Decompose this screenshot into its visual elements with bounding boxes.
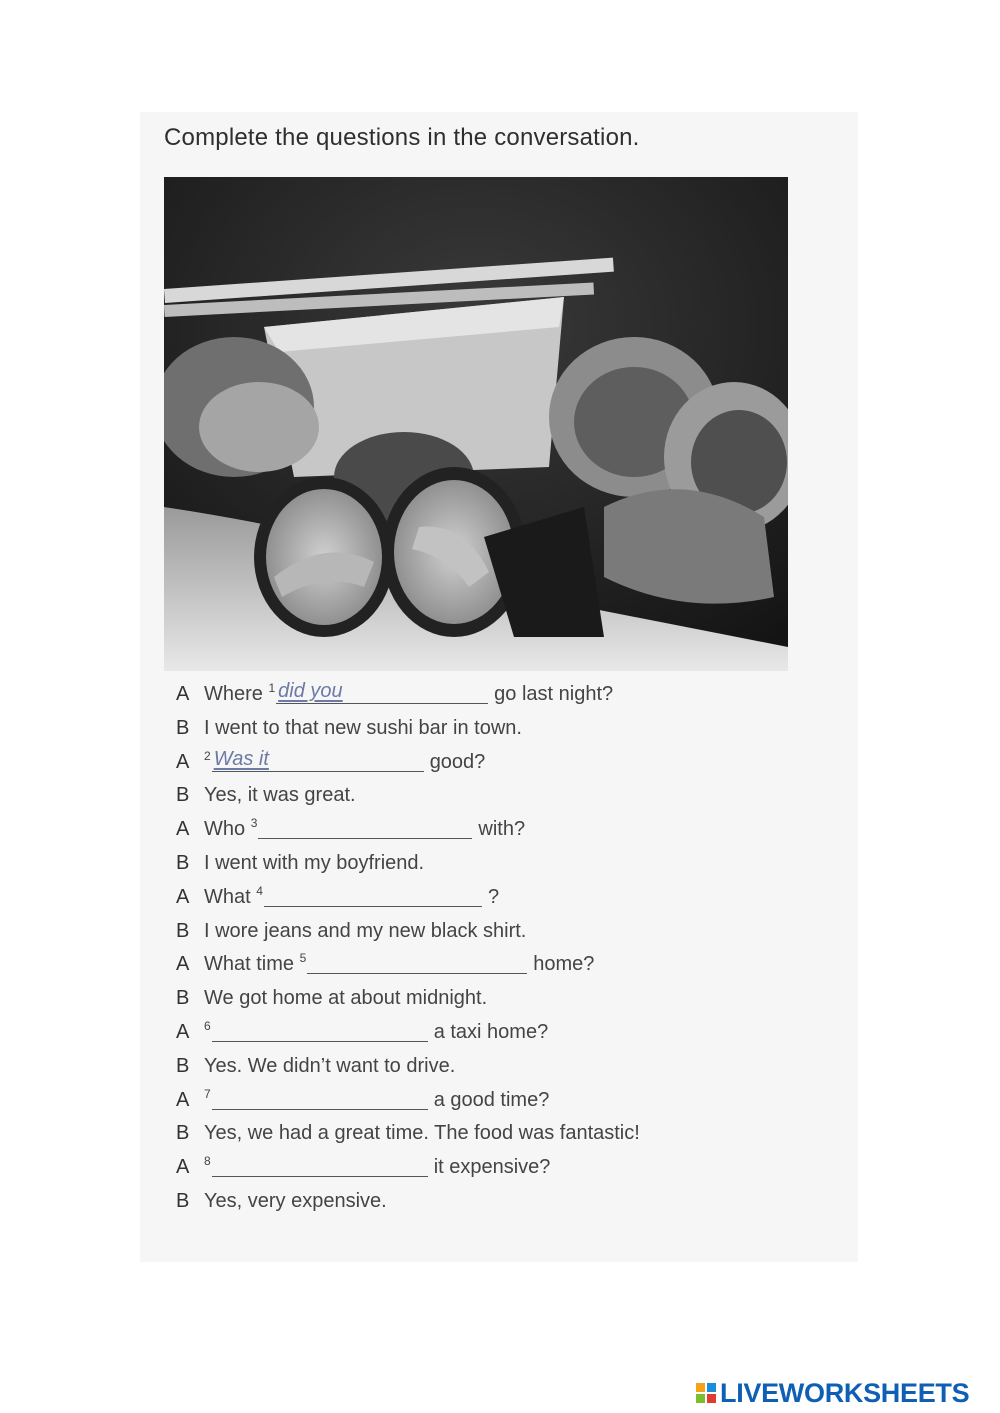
- dialogue-text: good?: [429, 750, 486, 773]
- item-number: 7: [204, 1086, 211, 1101]
- answer-blank[interactable]: [212, 1017, 428, 1042]
- answer-blank[interactable]: [212, 747, 424, 772]
- logo-text: LIVEWORKSHEETS: [720, 1377, 970, 1408]
- answer-blank[interactable]: [307, 949, 527, 974]
- dialogue-text: What time: [204, 953, 300, 976]
- dialogue-text: Where: [204, 683, 269, 705]
- item-number: 3: [250, 816, 258, 831]
- dialogue-text: Yes. We didn’t want to drive.: [204, 1054, 456, 1077]
- dialogue-text: home?: [533, 953, 595, 976]
- item-number: 5: [299, 951, 307, 966]
- speaker-label: B: [176, 1190, 190, 1212]
- item-number: 8: [204, 1154, 211, 1169]
- dialogue-text: Yes, very expensive.: [204, 1190, 387, 1212]
- dialogue-line: [176, 1151, 550, 1183]
- sushi-photo: [164, 177, 788, 671]
- liveworksheets-logo: [696, 1377, 970, 1408]
- dialogue-line: [176, 1050, 455, 1082]
- speaker-label: B: [176, 987, 190, 1010]
- dialogue-text: with?: [478, 818, 526, 841]
- dialogue-text: ?: [487, 885, 500, 908]
- dialogue-line: [176, 813, 525, 845]
- dialogue-text: a good time?: [433, 1088, 550, 1111]
- item-number: 1: [268, 681, 276, 695]
- dialogue-text: I wore jeans and my new black shirt.: [204, 919, 527, 942]
- dialogue-text: Who: [204, 818, 251, 841]
- item-number: 4: [256, 883, 263, 898]
- dialogue-line: [176, 1016, 548, 1048]
- speaker-label: A: [176, 885, 190, 908]
- speaker-label: B: [176, 1122, 190, 1145]
- dialogue-text: Yes, it was great.: [204, 784, 356, 807]
- instruction-heading: Complete the questions in the conversation.: [164, 124, 640, 151]
- dialogue-text: Yes, we had a great time. The food was fantastic!: [204, 1122, 640, 1145]
- dialogue-line: [176, 1084, 549, 1116]
- example-answer: did you: [278, 680, 343, 702]
- answer-blank[interactable]: [212, 1085, 428, 1110]
- dialogue-line: [176, 847, 424, 879]
- speaker-label: A: [176, 1021, 190, 1043]
- dialogue-line: [176, 746, 485, 778]
- dialogue-text: a taxi home?: [433, 1021, 549, 1043]
- speaker-label: A: [176, 750, 190, 773]
- speaker-label: B: [176, 784, 190, 807]
- dialogue-line: [176, 1117, 640, 1149]
- dialogue-text: it expensive?: [433, 1156, 551, 1179]
- dialogue-line: [176, 881, 499, 913]
- dialogue-line: [176, 779, 356, 811]
- speaker-label: B: [176, 716, 190, 739]
- dialogue-line: [176, 982, 487, 1014]
- example-answer: Was it: [213, 747, 269, 770]
- answer-blank[interactable]: [264, 882, 482, 907]
- dialogue-line: [176, 948, 594, 980]
- logo-mark-icon: [696, 1383, 716, 1403]
- speaker-label: A: [176, 683, 190, 705]
- dialogue-line: [176, 712, 522, 744]
- answer-blank[interactable]: [258, 814, 472, 839]
- answer-blank[interactable]: [212, 1152, 428, 1177]
- item-number: 2: [204, 748, 211, 763]
- dialogue-text: I went with my boyfriend.: [204, 852, 425, 874]
- speaker-label: A: [176, 953, 190, 976]
- speaker-label: B: [176, 919, 190, 942]
- dialogue-line: [176, 1185, 387, 1217]
- speaker-label: B: [176, 852, 190, 874]
- speaker-label: A: [176, 1156, 190, 1179]
- sushi-illustration: [164, 177, 788, 671]
- speaker-label: B: [176, 1054, 190, 1077]
- dialogue-line: [176, 915, 526, 947]
- answer-blank[interactable]: [276, 679, 488, 704]
- dialogue-text: go last night?: [494, 683, 614, 705]
- speaker-label: A: [176, 818, 190, 841]
- dialogue-text: What: [204, 885, 257, 908]
- speaker-label: A: [176, 1088, 190, 1111]
- dialogue-text: I went to that new sushi bar in town.: [204, 716, 522, 739]
- dialogue-line: [176, 678, 613, 710]
- item-number: 6: [204, 1019, 211, 1033]
- dialogue-text: We got home at about midnight.: [204, 987, 488, 1010]
